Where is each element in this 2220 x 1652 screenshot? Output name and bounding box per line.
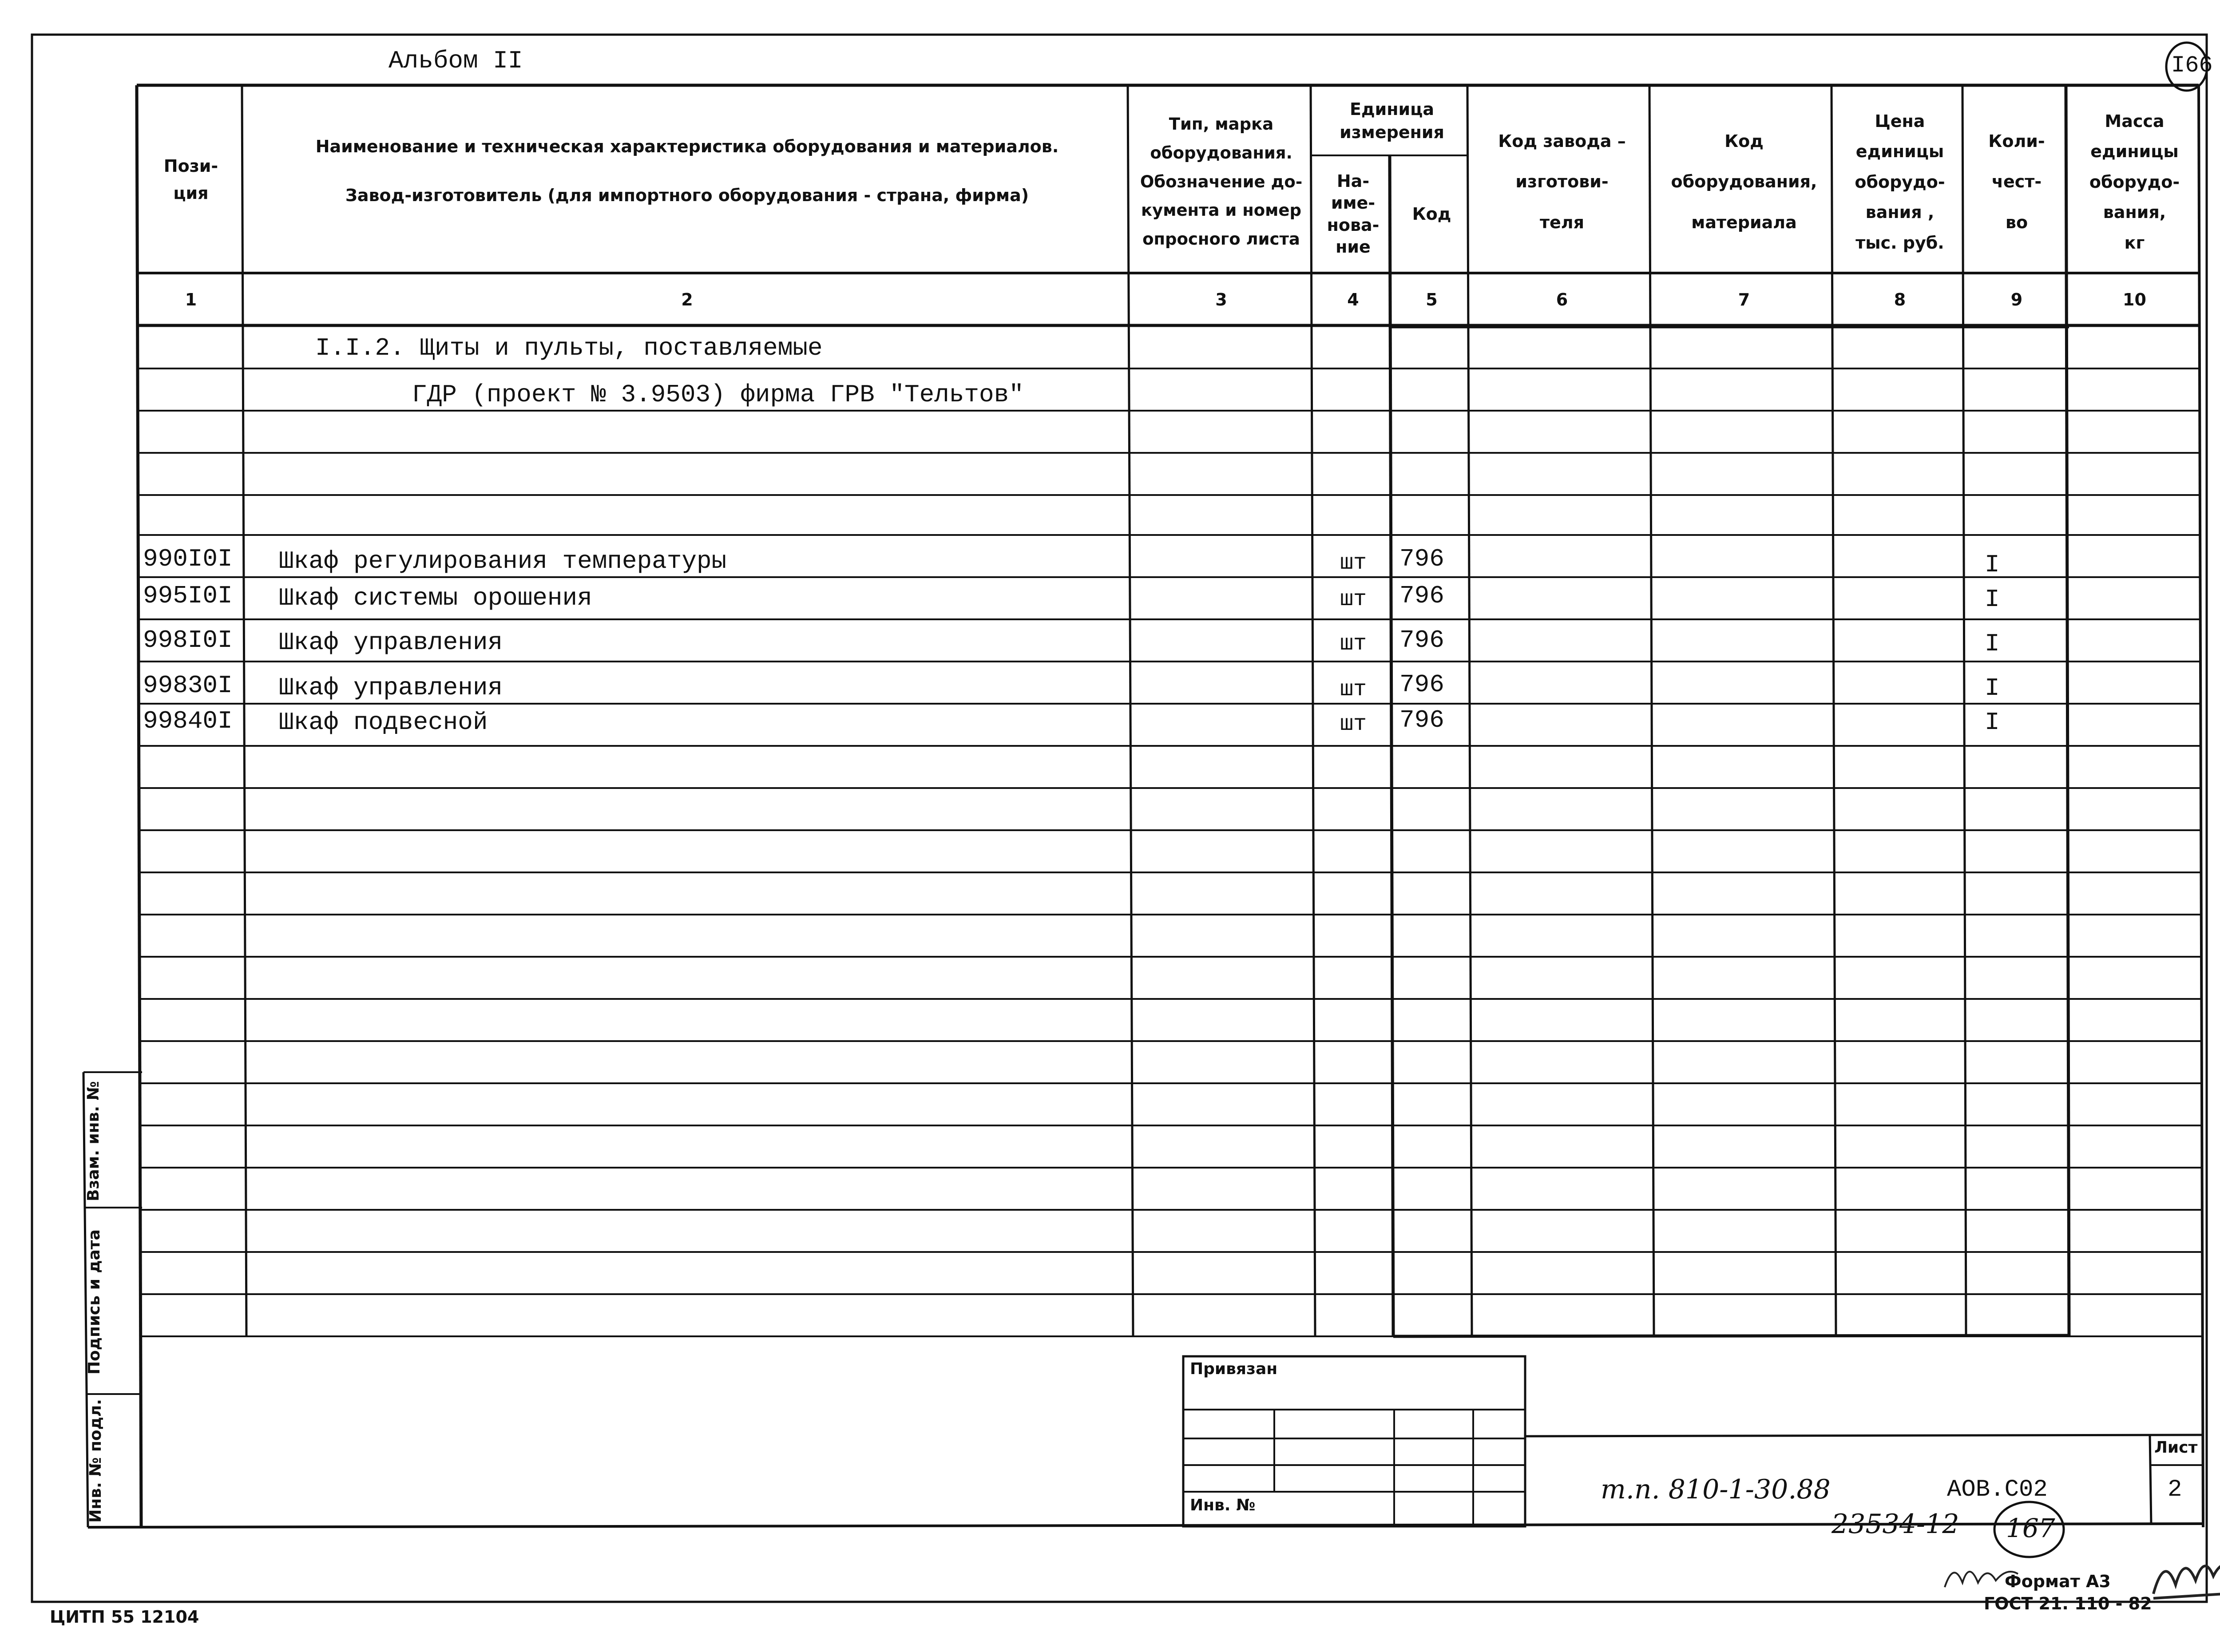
inv-no-label: Инв. № bbox=[1190, 1496, 1256, 1514]
stamp-inv-podl bbox=[87, 1396, 104, 1525]
gost-label: ГОСТ 21. 110 - 82 bbox=[1984, 1594, 2152, 1613]
colnum-6: 6 bbox=[1556, 290, 1568, 309]
row-position: 995I0I bbox=[143, 582, 233, 610]
privyazan-label: Привязан bbox=[1190, 1360, 1278, 1378]
row-quantity: I bbox=[1985, 674, 2000, 702]
colnum-5: 5 bbox=[1426, 290, 1438, 309]
format-label: Формат А3 bbox=[2005, 1572, 2111, 1591]
header-mass: Масса единицы оборудо- вания, кг bbox=[2089, 111, 2180, 253]
row-name: Шкаф регулирования температуры bbox=[279, 547, 727, 575]
row-quantity: I bbox=[1985, 630, 2000, 658]
colnum-4: 4 bbox=[1347, 290, 1359, 309]
colnum-9: 9 bbox=[2010, 290, 2023, 309]
colnum-2: 2 bbox=[681, 290, 693, 309]
header-unit-name: На- име- нова- ние bbox=[1327, 171, 1380, 257]
sheet-number: I66 bbox=[2171, 52, 2213, 79]
outer-frame bbox=[32, 35, 2207, 1602]
row-unit-name: шт bbox=[1340, 587, 1367, 612]
row-unit-name: шт bbox=[1340, 677, 1367, 702]
colnum-3: 3 bbox=[1215, 290, 1227, 309]
cipt-label: ЦИТП 55 12104 bbox=[50, 1607, 199, 1627]
header-price: Цена единицы оборудо- вания , тыс. руб. bbox=[1855, 111, 1945, 253]
row-name: Шкаф управления bbox=[279, 628, 503, 657]
row-name: Шкаф управления bbox=[279, 673, 503, 702]
row-unit-code: 796 bbox=[1399, 670, 1444, 699]
row-unit-name: шт bbox=[1340, 712, 1367, 737]
row-quantity: I bbox=[1985, 585, 2000, 614]
list-number: 2 bbox=[2168, 1476, 2182, 1503]
archive-number: 23534-12 bbox=[1832, 1509, 1959, 1540]
row-position: 99840I bbox=[143, 707, 233, 735]
colnum-8: 8 bbox=[1894, 290, 1906, 309]
project-code: т.п. 810-1-30.88 bbox=[1601, 1474, 1831, 1505]
row-unit-code: 796 bbox=[1399, 706, 1444, 734]
colnum-10: 10 bbox=[2123, 290, 2146, 309]
row-unit-code: 796 bbox=[1399, 545, 1444, 573]
header-name-line1: Наименование и техническая характеристика оборудования и материалов. bbox=[315, 136, 1059, 156]
header-factory-code: Код завода – изготови- теля bbox=[1498, 131, 1626, 232]
row-unit-code: 796 bbox=[1399, 626, 1444, 654]
header-quantity: Коли- чест- во bbox=[1988, 131, 2045, 232]
stamp-inv-podl-label: Инв. № подл. bbox=[86, 1398, 105, 1523]
header-position: Пози- ция bbox=[163, 156, 218, 203]
row-position: 99830I bbox=[143, 671, 233, 700]
row-position: 998I0I bbox=[143, 626, 233, 654]
header-type: Тип, марка оборудования. Обозначение до- кумента и номер опросного листа bbox=[1140, 115, 1303, 249]
signature-mark-2 bbox=[2153, 1564, 2220, 1598]
header-unit-code: Код bbox=[1412, 204, 1451, 224]
album-title: Альбом II bbox=[388, 47, 523, 75]
stamp-vzam-inv-label: Взам. инв. № bbox=[84, 1081, 103, 1201]
list-label: Лист bbox=[2154, 1438, 2198, 1457]
row-position: 990I0I bbox=[143, 545, 233, 573]
row-unit-name: шт bbox=[1340, 631, 1367, 657]
header-equipment-code: Код оборудования, материала bbox=[1671, 131, 1817, 232]
row-quantity: I bbox=[1985, 708, 2000, 737]
colnum-7: 7 bbox=[1738, 290, 1750, 309]
header-name-line2: Завод-изготовитель (для импортного оборудования - страна, фирма) bbox=[345, 185, 1029, 205]
row-quantity: I bbox=[1985, 551, 2000, 579]
circled-number: 167 bbox=[2006, 1513, 2055, 1543]
stamp-podpis-data-label: Подпись и дата bbox=[85, 1229, 103, 1375]
row-name: Шкаф системы орошения bbox=[279, 584, 592, 612]
stamp-podpis-data bbox=[85, 1210, 103, 1394]
colnum-1: 1 bbox=[185, 290, 197, 309]
section-title-line2: ГДР (проект № 3.9503) фирма ГРВ "Тельтов" bbox=[412, 380, 1024, 409]
header-unit-group: Единица измерения bbox=[1340, 99, 1444, 142]
stamp-vzam-inv bbox=[84, 1074, 102, 1208]
doc-code: АОВ.С02 bbox=[1947, 1476, 2048, 1503]
section-title-line1: I.I.2. Щиты и пульты, поставляемые bbox=[315, 334, 823, 362]
row-unit-name: шт bbox=[1340, 551, 1367, 576]
row-unit-code: 796 bbox=[1399, 582, 1444, 610]
row-name: Шкаф подвесной bbox=[279, 708, 488, 737]
